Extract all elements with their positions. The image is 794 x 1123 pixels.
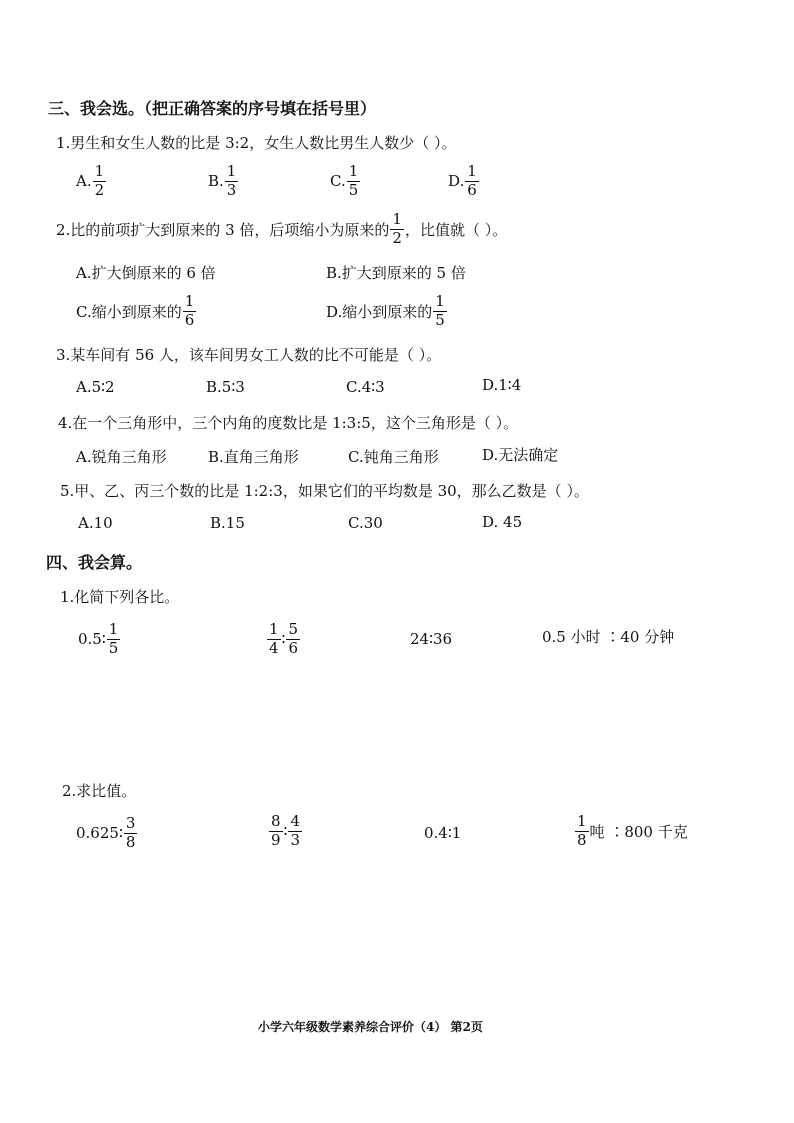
q1-option-c[interactable] — [330, 164, 361, 199]
numerator: 5 — [288, 620, 298, 638]
denominator: 2 — [392, 228, 402, 247]
question-3-text: 3.某车间有 56 人，该车间男女工人数的比不可能是（ ）。 — [56, 346, 442, 364]
numerator: 1 — [392, 210, 402, 228]
q4-option-a[interactable]: A.锐角三角形 — [76, 448, 167, 466]
q1-option-a[interactable] — [76, 164, 107, 199]
ratio-separator: ∶ — [283, 822, 288, 841]
numerator: 1 — [348, 162, 359, 180]
denominator: 4 — [269, 638, 279, 657]
numerator: 1 — [108, 620, 119, 638]
q1-option-d[interactable] — [448, 164, 480, 199]
q3-option-b[interactable]: B.5∶3 — [206, 378, 245, 396]
numerator: 1 — [94, 162, 105, 180]
q4-option-b[interactable]: B.直角三角形 — [208, 448, 299, 466]
fraction — [465, 164, 479, 199]
fraction — [433, 294, 447, 329]
fraction — [288, 814, 302, 849]
denominator: 2 — [94, 180, 105, 199]
question-5-text: 5.甲、乙、丙三个数的比是 1:2:3，如果它们的平均数是 30，那么乙数是（ ）。 — [60, 482, 589, 500]
q4-option-d[interactable]: D.无法确定 — [482, 446, 559, 464]
numerator: 1 — [577, 812, 587, 830]
fraction — [286, 622, 300, 657]
numerator: 1 — [269, 620, 279, 638]
fraction — [575, 814, 589, 849]
ratio-separator: ∶ — [281, 630, 286, 649]
simplify-expression-3: 24∶36 — [410, 630, 453, 648]
question-2-text-after: ，比值就（ ）。 — [404, 220, 508, 239]
section-3-heading: 三、我会选。（把正确答案的序号填在括号里） — [48, 99, 377, 118]
part-1-title: 1.化简下列各比。 — [60, 588, 180, 606]
q2-option-b[interactable]: B.扩大到原来的 5 倍 — [326, 264, 466, 282]
q3-option-c[interactable]: C.4∶3 — [346, 378, 385, 396]
ratio-value-expression-4 — [574, 814, 688, 849]
simplify-expression-4: 0.5 小时 ∶40 分钟 — [542, 628, 675, 646]
denominator: 6 — [288, 638, 298, 657]
q2-option-c[interactable] — [76, 294, 197, 329]
numerator: 8 — [271, 812, 281, 830]
question-2-text-before: 2.比的前项扩大到原来的 3 倍，后项缩小为原来的 — [56, 220, 390, 239]
section-4-heading: 四、我会算。 — [46, 553, 143, 572]
numerator: 1 — [226, 162, 237, 180]
denominator: 5 — [435, 310, 445, 329]
q5-option-c[interactable]: C.30 — [348, 514, 383, 532]
question-1-text: 1.男生和女生人数的比是 3:2，女生人数比男生人数少（ ）。 — [56, 134, 457, 152]
numerator: 1 — [184, 292, 195, 310]
denominator: 8 — [125, 832, 136, 851]
expression-left: 0.5∶ — [78, 630, 106, 649]
option-label: C.缩小到原来的 — [76, 302, 182, 321]
expression-left: 0.625∶ — [76, 824, 123, 843]
fraction — [183, 294, 197, 329]
numerator: 1 — [435, 292, 445, 310]
denominator: 8 — [577, 830, 587, 849]
denominator: 3 — [226, 180, 237, 199]
denominator: 9 — [271, 830, 281, 849]
fraction — [390, 212, 404, 247]
option-label: D.缩小到原来的 — [326, 302, 433, 321]
denominator: 5 — [108, 638, 119, 657]
q3-option-d[interactable]: D.1∶4 — [482, 376, 522, 394]
option-label: B. — [208, 172, 224, 191]
ratio-value-expression-3: 0.4∶1 — [424, 824, 462, 842]
fraction — [107, 622, 121, 657]
q4-option-c[interactable]: C.钝角三角形 — [348, 448, 439, 466]
q5-option-d[interactable]: D. 45 — [482, 513, 523, 531]
q2-option-a[interactable]: A.扩大倒原来的 6 倍 — [76, 264, 216, 282]
denominator: 3 — [290, 830, 300, 849]
simplify-expression-2 — [266, 622, 301, 657]
simplify-expression-1 — [78, 622, 121, 657]
option-label: C. — [330, 172, 346, 191]
fraction — [267, 622, 281, 657]
question-4-text: 4.在一个三角形中，三个内角的度数比是 1:3:5，这个三角形是（ ）。 — [58, 414, 519, 432]
denominator: 6 — [467, 180, 477, 199]
fraction — [93, 164, 107, 199]
fraction — [124, 816, 138, 851]
q1-option-b[interactable] — [208, 164, 239, 199]
q5-option-a[interactable]: A.10 — [78, 514, 113, 532]
fraction — [225, 164, 239, 199]
numerator: 1 — [467, 162, 477, 180]
fraction — [347, 164, 361, 199]
numerator: 3 — [125, 814, 136, 832]
denominator: 5 — [348, 180, 359, 199]
ratio-value-expression-1 — [76, 816, 138, 851]
q5-option-b[interactable]: B.15 — [210, 514, 245, 532]
fraction — [269, 814, 283, 849]
option-label: A. — [76, 172, 92, 191]
q3-option-a[interactable]: A.5∶2 — [76, 378, 115, 396]
ratio-value-expression-2 — [268, 814, 303, 849]
numerator: 4 — [290, 812, 300, 830]
denominator: 6 — [184, 310, 195, 329]
option-label: D. — [448, 172, 465, 191]
part-2-title: 2.求比值。 — [62, 782, 137, 800]
q2-option-d[interactable] — [326, 294, 448, 329]
question-2-text — [56, 212, 507, 247]
expression-right: 吨 ∶800 千克 — [589, 822, 688, 841]
page-footer: 小学六年级数学素养综合评价（4） 第2页 — [258, 1020, 483, 1034]
